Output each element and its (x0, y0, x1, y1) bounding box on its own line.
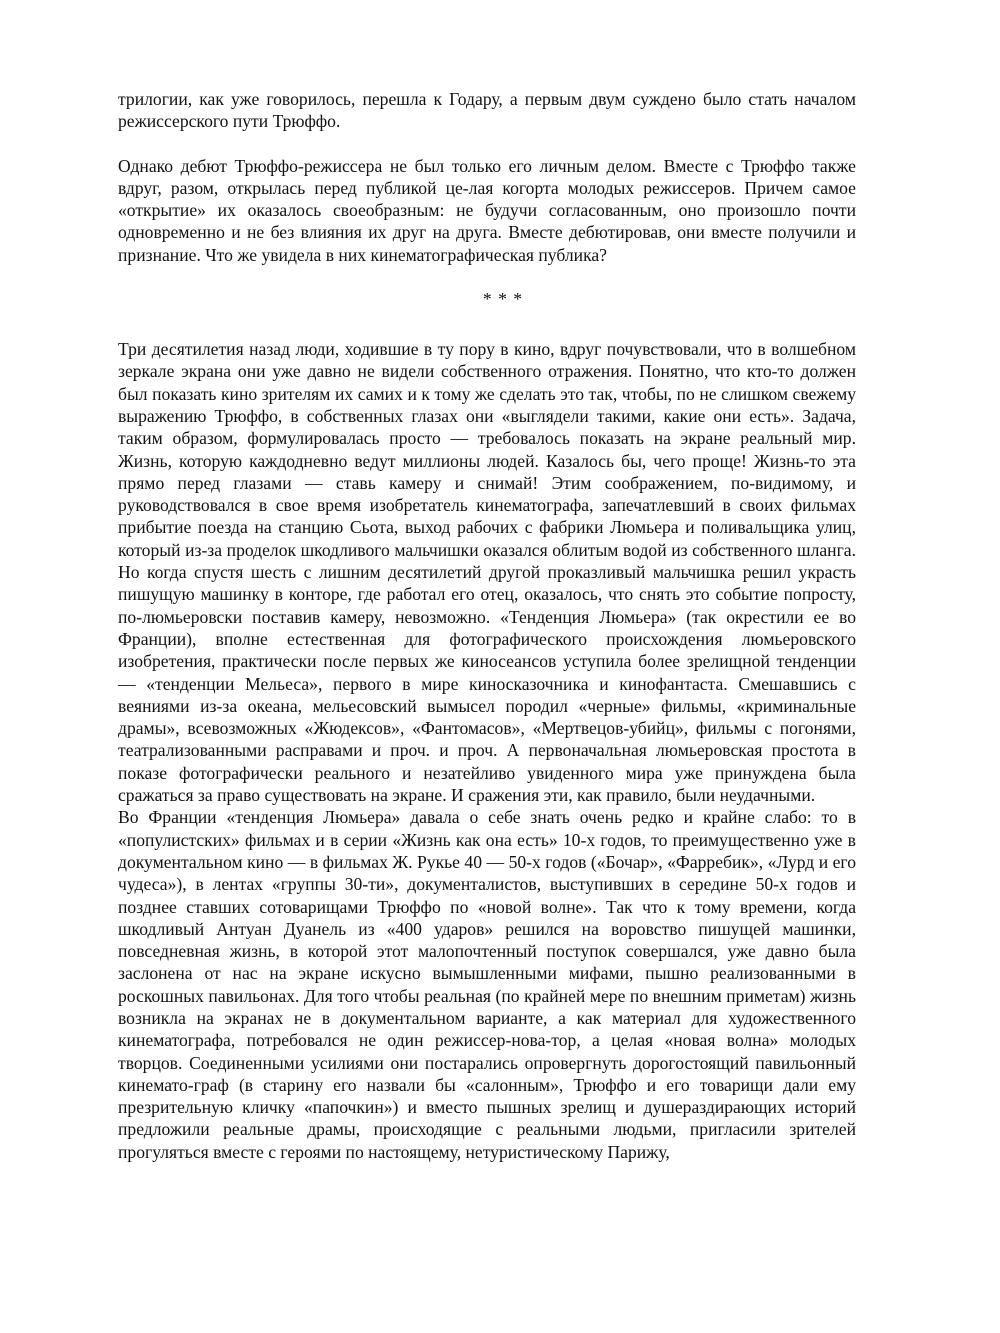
paragraph-france-new-wave: Во Франции «тенденция Люмьера» давала о себе знать очень редко и крайне слабо: то в «популистских» фильмах и в серии «Жизнь как она есть» 10-х годов, то преимущественно уже в документальном кино — в фильмах Ж. Рукье 40 — 50-х годов («Бочар», «Фарребик», «Лурд и его чудеса»), в лентах «группы 30-ти», документалистов, выступивших в середине 50-х годов и позднее ставших сотоварищами Трюффо по «новой волне». Так что к тому времени, когда шкодливый Антуан Дуанель из «400 ударов» решился на воровство пишущей машинки, повседневная жизнь, в которой этот малопочтенный поступок совершался, уже давно была заслонена от нас на экране искусно вымышленными мифами, пышно реализованными в роскошных павильонах. Для того чтобы реальная (по крайней мере по внешним приметам) жизнь возникла на экранах не в документальном варианте, а как материал для художественного кинематографа, потребовался не один режиссер-нова-тор, а целая «новая волна» молодых творцов. Соединенными усилиями они постарались опровергнуть дорогостоящий павильонный кинемато-граф (в старину его назвали бы «салонным», Трюффо и его товарищи дали ему презрительную кличку «папочкин») и вместо пышных зрелищ и душераздирающих историй предложили реальные драмы, происходящие с реальными людьми, пригласили зрителей прогуляться вместе с героями по настоящему, нетуристическому Парижу, (118, 807, 856, 1162)
section-separator: * * * (482, 289, 524, 310)
paragraph-spacer (118, 133, 856, 155)
paragraph-spacer (118, 266, 856, 288)
paragraph-spacer (118, 310, 856, 338)
paragraph-lumiere-tendency: Три десятилетия назад люди, ходившие в ту пору в кино, вдруг почувствовали, что в волшебном зеркале экрана они уже давно не видели собственного отражения. Понятно, что кто-то должен был показать кино зрителям их самих и к тому же сделать это так, чтобы, по не слишком свежему выражению Трюффо, в собственных глазах они «выглядели такими, какие они есть». Задача, таким образом, формулировалась просто — требовалось показать на экране реальный мир. Жизнь, которую каждодневно ведут миллионы людей. Казалось бы, чего проще! Жизнь-то эта прямо перед глазами — ставь камеру и снимай! Этим соображением, по-видимому, и руководствовался в свое время изобретатель кинематографа, запечатлевший в своих фильмах прибытие поезда на станцию Сьота, выход рабочих с фабрики Люмьера и поливальщика улиц, который из-за проделок шкодливого мальчишки оказался облитым водой из собственного шланга. Но когда спустя шесть с лишним десятилетий другой проказливый мальчишка решил украсть пишущую машинку в конторе, где работал его отец, оказалось, что снять это событие попросту, по-люмьеровски поставив камеру, невозможно. «Тенденция Люмьера» (так окрестили ее во Франции), вполне естественная для фотографического происхождения люмьеровского изобретения, практически после первых же киносеансов уступила более зрелищной тенденции — «тенденции Мельеса», первого в мире киносказочника и кинофантаста. Смешавшись с веяниями из-за океана, мельесовский вымысел породил «черные» фильмы, «криминальные драмы», всевозможных «Жюдексов», «Фантомасов», «Мертвецов-убийц», фильмы с погонями, театрализованными расправами и проч. и проч. А первоначальная люмьеровская простота в показе фотографически реального и незатейливо увиденного мира уже принуждена была сражаться за право существовать на экране. И сражения эти, как правило, были неудачными. (118, 339, 856, 806)
paragraph-debut: Однако дебют Трюффо-режиссера не был только его личным делом. Вместе с Трюффо также вдруг, разом, открылась перед публикой це-лая когорта молодых режиссеров. Причем самое «открытие» их оказалось своеобразным: не будучи согласованным, оно произошло почти одновременно и не без влияния их друг на друга. Вместе дебютировав, они вместе получили и признание. Что же увидела в них кинематографическая публика? (118, 155, 856, 265)
paragraph-trilogy: трилогии, как уже говорилось, перешла к Годару, а первым двум суждено было стать началом режиссерского пути Трюффо. (118, 89, 856, 132)
document-page (118, 88, 856, 1163)
